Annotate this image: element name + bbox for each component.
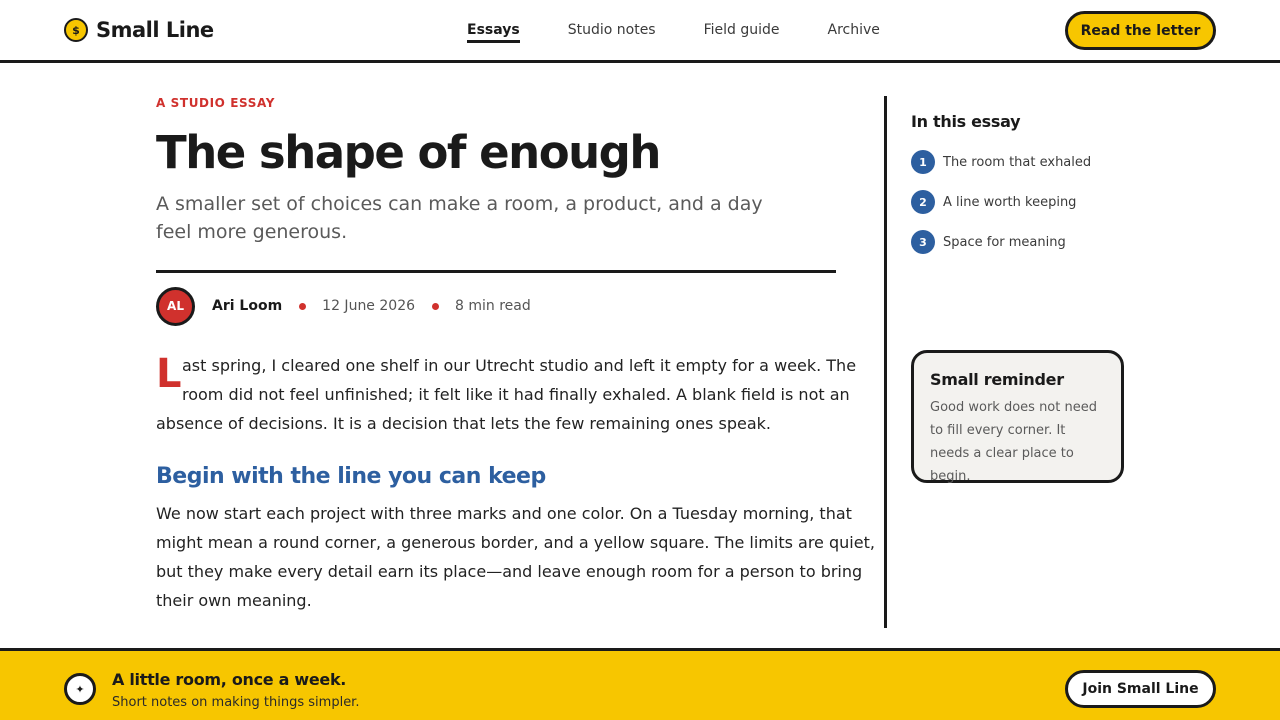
- toc-item-line-worth-keeping[interactable]: [911, 190, 1171, 214]
- sparkle-icon: ✦: [64, 673, 96, 705]
- read-the-letter-button[interactable]: Read the letter: [1065, 11, 1216, 50]
- newsletter-banner: [0, 648, 1280, 720]
- nav-essays[interactable]: Essays: [467, 0, 520, 60]
- toc-item-label: Space for meaning: [943, 234, 1066, 250]
- body-paragraph: [156, 499, 875, 615]
- separator-dot: [432, 303, 439, 310]
- toc-number-badge: 1: [911, 150, 935, 174]
- article-title: The shape of enough: [156, 126, 660, 179]
- nav-archive[interactable]: Archive: [827, 22, 880, 38]
- sidebar-divider: [884, 96, 887, 628]
- separator-dot: [299, 303, 306, 310]
- logo-link[interactable]: [64, 16, 214, 44]
- drop-cap: L: [156, 351, 182, 397]
- toc-number-badge: 2: [911, 190, 935, 214]
- logo-text: Small Line: [96, 18, 214, 42]
- body-line: We now start each project with three marks and one color. On a Tuesday morning, that: [156, 504, 852, 523]
- body-line: but they make every detail earn its place—and leave enough room for a person to bring: [156, 562, 863, 581]
- reminder-title: Small reminder: [930, 370, 1064, 389]
- nav-studio-notes[interactable]: Studio notes: [567, 22, 656, 38]
- byline: [156, 286, 836, 326]
- body-line: might mean a round corner, a generous border, and a yellow square. The limits are quiet,: [156, 533, 875, 552]
- banner-title: A little room, once a week.: [112, 670, 347, 689]
- nav-field-guide[interactable]: Field guide: [703, 22, 780, 38]
- lede-line: room did not feel unfinished; it felt like it had finally exhaled. A blank field is not an: [182, 385, 850, 404]
- toc-number-badge: 3: [911, 230, 935, 254]
- reminder-text: Good work does not need to fill every corner. It needs a clear place to begin.: [930, 400, 1097, 484]
- toc-item-room-that-exhaled[interactable]: [911, 150, 1171, 174]
- section-heading: Begin with the line you can keep: [156, 464, 546, 489]
- article-kicker: A STUDIO ESSAY: [156, 96, 276, 110]
- read-time: 8 min read: [455, 298, 531, 314]
- lede-paragraph: [156, 351, 857, 438]
- article: [156, 96, 875, 615]
- toc-item-label: The room that exhaled: [943, 154, 1092, 170]
- lede-line: absence of decisions. It is a decision that lets the few remaining ones speak.: [156, 414, 771, 433]
- title-divider: [156, 270, 836, 273]
- site-header: [0, 0, 1280, 63]
- table-of-contents: [911, 112, 1171, 270]
- toc-title: In this essay: [911, 112, 1021, 131]
- article-subtitle: A smaller set of choices can make a room, a product, and a day feel more generous.: [156, 193, 763, 243]
- toc-item-space-for-meaning[interactable]: [911, 230, 1171, 254]
- author-avatar: AL: [156, 287, 195, 326]
- lede-line: ast spring, I cleared one shelf in our Utrecht studio and left it empty for a week. The: [182, 356, 857, 375]
- join-small-line-button[interactable]: Join Small Line: [1065, 670, 1216, 708]
- publish-date: 12 June 2026: [322, 298, 416, 314]
- body-line: their own meaning.: [156, 591, 312, 610]
- main-nav: [467, 0, 928, 60]
- coin-icon: $: [64, 18, 88, 42]
- banner-subtitle: Short notes on making things simpler.: [112, 695, 360, 710]
- author-name: Ari Loom: [212, 298, 283, 314]
- toc-list: [911, 150, 1171, 254]
- toc-item-label: A line worth keeping: [943, 194, 1077, 210]
- small-reminder-card: [911, 350, 1124, 483]
